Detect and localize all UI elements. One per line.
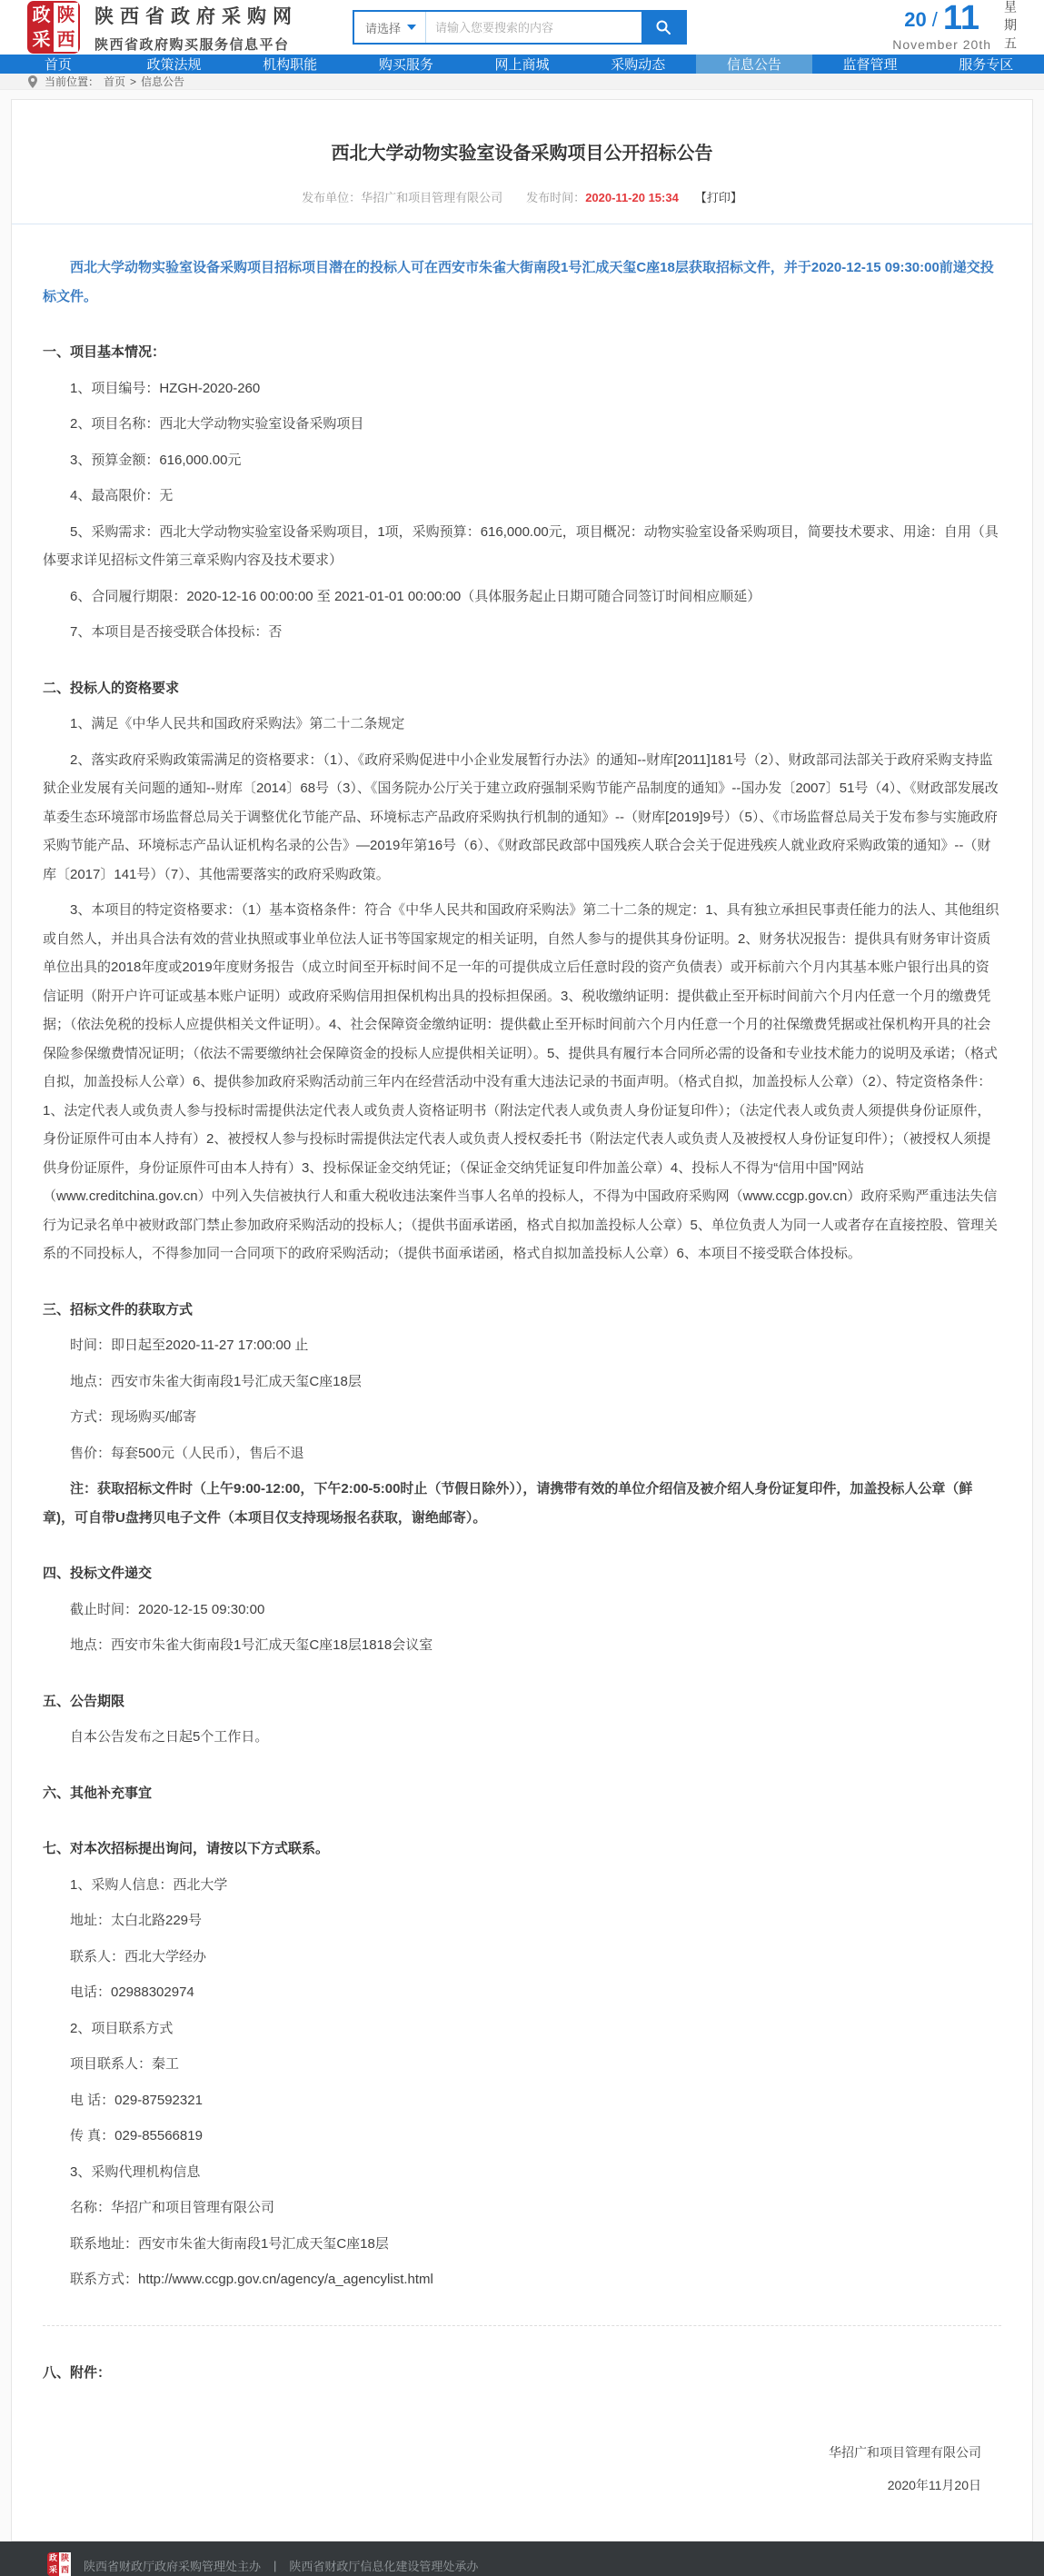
breadcrumb-label: 当前位置： — [45, 75, 100, 88]
article-paragraph: 5、采购需求：西北大学动物实验室设备采购项目，1项，采购预算：616,000.00元，项目概况：动物实验室设备采购项目，简要技术要求、用途：自用（具体要求详见招标文件第三章采购内容及技术要求） — [43, 523, 999, 568]
logo-char: 陕 — [54, 3, 78, 27]
article-paragraph: 2、项目名称：西北大学动物实验室设备采购项目 — [70, 416, 364, 432]
article-paragraph: 地址：太白北路229号 — [70, 1913, 203, 1928]
footer-text — [84, 2552, 478, 2574]
article-paragraph: 2、项目联系方式 — [70, 2020, 174, 2036]
article-paragraph: 自本公告发布之日起5个工作日。 — [70, 1729, 269, 1745]
nav-item-3[interactable]: 购买服务 — [378, 57, 433, 73]
site-subtitle: 陕西省政府购买服务信息平台 — [94, 36, 290, 53]
article-paragraph: 截止时间：2020-12-15 09:30:00 — [70, 1601, 265, 1617]
main-nav — [0, 55, 1044, 74]
footer-logo-char: 陕 — [60, 2552, 69, 2562]
chevron-down-icon — [407, 25, 416, 30]
article-paragraph: 3、采购代理机构信息 — [70, 2163, 201, 2180]
article-paragraph: 地点：西安市朱雀大街南段1号汇成天玺C座18层 — [70, 1373, 362, 1389]
logo-char: 采 — [29, 27, 54, 52]
nav-item-0[interactable]: 首页 — [44, 57, 72, 73]
article-paragraph: 2、落实政府采购政策需满足的资格要求：（1）、《政府采购促进中小企业发展暂行办法》的通知--财库[2011]181号（2）、财政部司法部关于政府采购支持监狱企业发展有关问题的通知--财库〔2014〕68号（3）、《国务院办公厅关于建立政府强制采购节能产品制度的通知》--国办发〔2007〕51号（4）、《财政部发展改革委生态环境部市场监督总局关于调整优化节能产品、环境标志产品政府采购执行机制的通知》--（财库[2019]9号）（5）、《市场监督总局关于发布参与实施政府采购节能产品、环境标志产品认证机构名录的公告》—2019年第16号（6）、《财政部民政部中国残疾人联合会关于促进残疾人就业政府采购政策的通知》--（财库〔2017〕141号）（7）、其他需要落实的政府采购政策。 — [43, 751, 999, 882]
intro-paragraph: 西北大学动物实验室设备采购项目招标项目潜在的投标人可在西安市朱雀大街南段1号汇成天玺C座18层获取招标文件，并于2020-12-15 09:30:00前递交投标文件。 — [43, 260, 994, 304]
section-heading: 八、附件： — [43, 2364, 112, 2381]
search-bar — [353, 10, 687, 45]
breadcrumb-separator: > — [130, 75, 137, 88]
search-input[interactable] — [426, 12, 641, 43]
nav-item-6[interactable]: 信息公告 — [696, 55, 812, 74]
date-numbers — [892, 0, 991, 53]
article-paragraph: 项目联系人：秦工 — [70, 2056, 180, 2072]
article-paragraph: 售价：每套500元（人民币），售后不退 — [70, 1445, 304, 1461]
article-paragraph: 传 真：029-85566819 — [70, 2128, 203, 2143]
signature-company: 华招广和项目管理有限公司 — [829, 2445, 981, 2460]
section-heading: 七、对本次招标提出询问，请按以下方式联系。 — [43, 1841, 330, 1856]
article-paragraph: 1、满足《中华人民共和国政府采购法》第二十二条规定 — [70, 716, 405, 731]
article-paragraph: 联系地址：西安市朱雀大街南段1号汇成天玺C座18层 — [70, 2235, 389, 2252]
section-heading: 二、投标人的资格要求 — [43, 680, 180, 696]
search-category-select[interactable] — [354, 12, 426, 43]
nav-item-5[interactable]: 采购动态 — [611, 57, 666, 73]
location-pin-icon — [27, 75, 38, 88]
logo-char: 政 — [29, 3, 54, 27]
publish-time-value: 2020-11-20 15:34 — [585, 191, 679, 204]
footer-logo-char: 政 — [48, 2552, 57, 2562]
logo-char: 西 — [54, 27, 78, 52]
article-paragraph: 方式：现场购买/邮寄 — [70, 1409, 197, 1425]
date-day: 20 — [904, 8, 927, 32]
article-body — [12, 224, 1032, 2387]
publish-time-label: 发布时间： — [526, 191, 586, 204]
section-heading: 三、招标文件的获取方式 — [43, 1301, 194, 1318]
page-footer — [0, 2541, 1044, 2576]
site-header — [0, 0, 1044, 55]
article-meta — [12, 188, 1032, 224]
date-weekday: 星期五 — [1003, 0, 1018, 55]
article-paragraph: 3、预算金额：616,000.00元 — [70, 452, 242, 468]
section-heading: 一、项目基本情况： — [43, 344, 166, 360]
breadcrumb — [0, 74, 1044, 90]
footer-separator: | — [273, 2558, 277, 2572]
nav-item-1[interactable]: 政策法规 — [146, 57, 202, 73]
article-paragraph: 3、本项目的特定资格要求：（1）基本资格条件：符合《中华人民共和国政府采购法》第二十二条的规定：1、具有独立承担民事责任能力的法人、其他组织或自然人，并出具合法有效的营业执照或事业单位法人证书等国家规定的相关证明，自然人参与的提供其身份证明。2、财务状况报告：提供具有财务审计资质单位出具的2018年度或2019年度财务报告（成立时间至开标时间不足一年的可提供成立后任意时段的资产负债表）或开标前六个月内其基本账户银行出具的资信证明（附开户许可证或基本账户证明）或政府采购信用担保机构出具的投标担保函。3、税收缴纳证明：提供截止至开标时间前六个月内任意一个月的缴费凭据；（依法免税的投标人应提供相关文件证明）。4、社会保障资金缴纳证明：提供截止至开标时间前六个月内任意一个月的社保缴费凭据或社保机构开具的社会保险参保缴费情况证明；（依法不需要缴纳社会保障资金的投标人应提供相关证明）。5、提供具有履行本合同所必需的设备和专业技术能力的说明及承诺；（格式自拟，加盖投标人公章）6、提供参加政府采购活动前三年内在经营活动中没有重大违法记录的书面声明。（格式自拟，加盖投标人公章）（2）、特定资格条件：1、法定代表人或负责人参与投标时需提供法定代表人或负责人资格证明书（附法定代表人或负责人身份证复印件）；（法定代表人或负责人须提供身份证原件，身份证原件可由本人持有）2、被授权人参与投标时需提供法定代表人或负责人授权委托书（附法定代表人或负责人及被授权人身份证复印件）；（被授权人须提供身份证原件，身份证原件可由本人持有）3、投标保证金交纳凭证；（保证金交纳凭证复印件加盖公章）4、投标人不得为“信用中国”网站（www.creditchina.gov.cn）中列入失信被执行人和重大税收违法案件当事人名单的投标人，不得为中国政府采购网（www.ccgp.gov.cn）政府采购严重违法失信行为记录名单中被财政部门禁止参加政府采购活动的投标人；（提供书面承诺函，格式自拟加盖投标人公章）5、单位负责人为同一人或者存在直接控股、管理关系的不同投标人，不得参加同一合同项下的政府采购活动；（提供书面承诺函，格式自拟加盖投标人公章）6、本项目不接受联合体投标。 — [43, 902, 999, 1261]
site-logo — [27, 1, 80, 54]
article-card — [11, 99, 1033, 2541]
site-title: 陕西省政府采购网 — [94, 5, 298, 27]
search-button[interactable] — [641, 12, 685, 43]
search-icon — [655, 19, 671, 35]
article-paragraph: 7、本项目是否接受联合体投标：否 — [70, 624, 283, 640]
article-paragraph: 电话：02988302974 — [70, 1984, 194, 2000]
breadcrumb-current: 信息公告 — [141, 75, 185, 88]
section-heading: 六、其他补充事宜 — [43, 1785, 153, 1801]
article-title: 西北大学动物实验室设备采购项目公开招标公告 — [331, 144, 713, 164]
article-paragraph: 4、最高限价：无 — [70, 488, 174, 503]
footer-logo-char: 采 — [48, 2564, 57, 2574]
breadcrumb-home-link[interactable]: 首页 — [104, 75, 126, 88]
date-month: 11 — [942, 0, 980, 37]
article-paragraph: 名称：华招广和项目管理有限公司 — [70, 2200, 275, 2215]
article-paragraph: 1、采购人信息：西北大学 — [70, 1876, 228, 1893]
article-paragraph: 时间：即日起至2020-11-27 17:00:00 止 — [70, 1338, 309, 1353]
article-paragraph: 6、合同履行期限：2020-12-16 00:00:00 至 2021-01-01 00:00:00（具体服务起止日期可随合同签订时间相应顺延） — [70, 588, 761, 604]
footer-logo — [47, 2552, 71, 2576]
nav-item-8[interactable]: 服务专区 — [959, 57, 1014, 73]
footer-host: 陕西省财政厅政府采购管理处主办 — [84, 2559, 262, 2573]
nav-item-7[interactable]: 监督管理 — [842, 57, 898, 73]
article-paragraph: 电 话：029-87592321 — [70, 2092, 203, 2108]
footer-logo-char: 西 — [60, 2564, 69, 2574]
section-heading: 五、公告期限 — [43, 1693, 125, 1709]
article-paragraph: 地点：西安市朱雀大街南段1号汇成天玺C座18层1818会议室 — [70, 1637, 433, 1653]
article-paragraph: 联系方式：http://www.ccgp.gov.cn/agency/a_agencylist.html — [70, 2272, 433, 2287]
date-day-en: 20th — [962, 37, 991, 53]
date-separator: / — [931, 8, 938, 32]
article-paragraph: 1、项目编号：HZGH-2020-260 — [70, 380, 261, 396]
date-month-en: November — [892, 37, 959, 53]
article-paragraph: 注：获取招标文件时（上午9:00-12:00，下午2:00-5:00时止（节假日除外）），请携带有效的单位介绍信及被介绍人身份证复印件，加盖投标人公章（鲜章)，可自带U盘拷贝电子文件（本项目仅支持现场报名获取，谢绝邮寄）。 — [43, 1481, 973, 1526]
section-heading: 四、投标文件递交 — [43, 1566, 153, 1581]
signature-date: 2020年11月20日 — [887, 2478, 981, 2493]
signature-block — [12, 2394, 1032, 2502]
footer-organizer: 陕西省财政厅信息化建设管理处承办 — [289, 2559, 479, 2573]
print-button[interactable]: 【打印】 — [694, 191, 742, 204]
search-select-label: 请选择 — [365, 21, 402, 35]
nav-item-4[interactable]: 网上商城 — [494, 57, 550, 73]
article-paragraph: 联系人：西北大学经办 — [70, 1948, 207, 1964]
section-divider — [43, 2325, 1001, 2326]
publisher-value: 华招广和项目管理有限公司 — [361, 191, 503, 204]
nav-item-2[interactable]: 机构职能 — [263, 57, 318, 73]
date-display — [892, 0, 1017, 55]
site-titles — [94, 2, 298, 54]
publisher-label: 发布单位： — [302, 191, 362, 204]
